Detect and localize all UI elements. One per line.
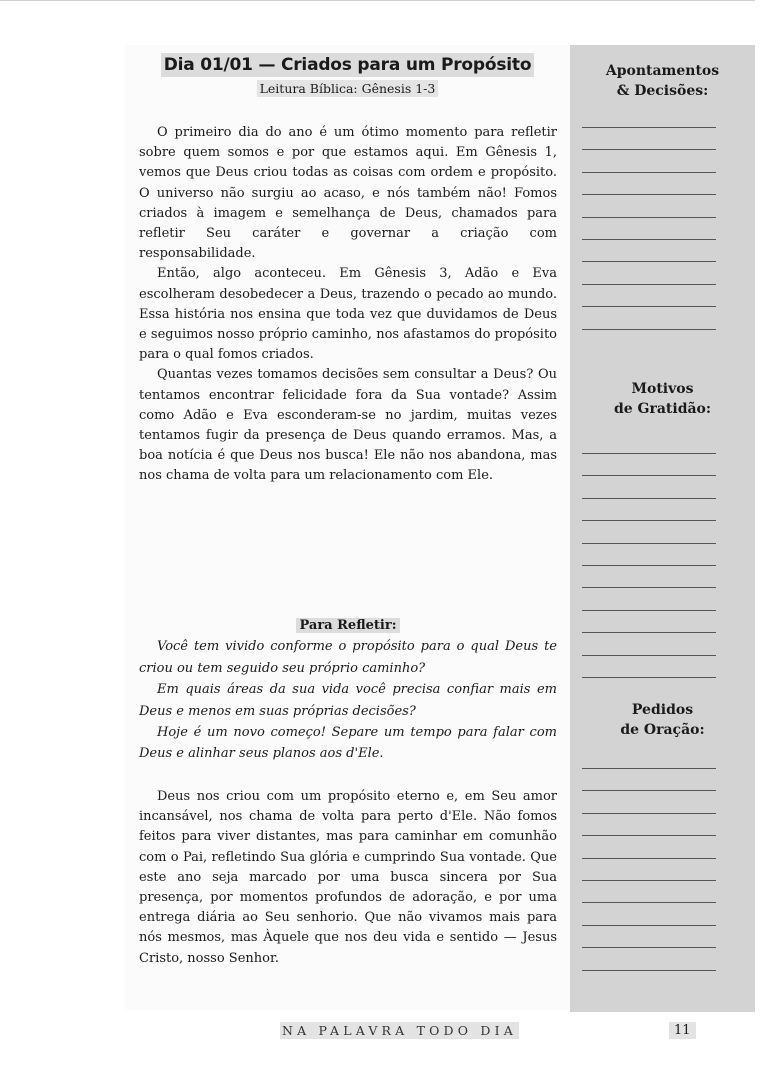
page-number: 11: [669, 1022, 696, 1039]
footer-title: NA PALAVRA TODO DIA: [282, 1023, 517, 1038]
prayer-lines[interactable]: [582, 768, 716, 992]
gratitude-heading: Motivos de Gratidão:: [613, 381, 712, 417]
notes-heading: Apontamentos & Decisões:: [605, 63, 720, 99]
closing-body: [139, 787, 557, 969]
notes-lines[interactable]: [582, 127, 716, 351]
notes-sidebar: [570, 45, 755, 1012]
reflection-question: Hoje é um novo começo! Separe um tempo para falar com Deus e alinhar seus planos aos d'Ele.: [139, 725, 557, 762]
paragraph: Então, algo aconteceu. Em Gênesis 3, Adão e Eva escolheram desobedecer a Deus, trazendo o pecado ao mundo. Essa história nos ensina que toda vez que duvidamos de Deus e seguimos nosso próprio caminho, nos afastamos do propósito para o qual fomos criados.: [139, 266, 557, 363]
title-block: [125, 53, 570, 97]
devotional-body: [139, 123, 557, 487]
page-title: Dia 01/01 — Criados para um Propósito: [161, 53, 535, 77]
paragraph: O primeiro dia do ano é um ótimo momento para refletir sobre quem somos e por que estamos aqui. Em Gênesis 1, vemos que Deus criou todas as coisas com ordem e propósito. O universo não surgiu ao acaso, e nós também não! Fomos criados à imagem e semelhança de Deus, chamados para refletir Seu caráter e governar a criação com responsabilidade.: [139, 125, 557, 262]
bible-reading: Leitura Bíblica: Gênesis 1-3: [257, 80, 439, 97]
reflection-question: Em quais áreas da sua vida você precisa confiar mais em Deus e menos em suas próprias decisões?: [139, 682, 557, 719]
prayer-heading: Pedidos de Oração:: [620, 702, 705, 738]
reflection-heading: Para Refletir:: [139, 615, 557, 636]
devotional-column: [125, 45, 570, 1010]
reflection-section: [139, 615, 557, 765]
top-rule: [0, 0, 755, 1]
gratitude-lines[interactable]: [582, 453, 716, 699]
paragraph: Quantas vezes tomamos decisões sem consultar a Deus? Ou tentamos encontrar felicidade fora da Sua vontade? Assim como Adão e Eva esconderam-se no jardim, muitas vezes tentamos fugir da presença de Deus quando erramos. Mas, a boa notícia é que Deus nos busca! Ele não nos abandona, mas nos chama de volta para um relacionamento com Ele.: [139, 367, 557, 484]
reflection-question: Você tem vivido conforme o propósito para o qual Deus te criou ou tem seguido seu próprio caminho?: [139, 639, 557, 676]
closing-paragraph: Deus nos criou com um propósito eterno e, em Seu amor incansável, nos chama de volta para perto d'Ele. Não fomos feitos para viver distantes, mas para caminhar em comunhão com o Pai, refletindo Sua glória e cumprindo Sua vontade. Que este ano seja marcado por uma busca sincera por Sua presença, por momentos profundos de adoração, e por uma entrega diária ao Seu senhorio. Que não vivamos mais para nós mesmos, mas Àquele que nos deu vida e sentido — Jesus Cristo, nosso Senhor.: [139, 789, 557, 966]
